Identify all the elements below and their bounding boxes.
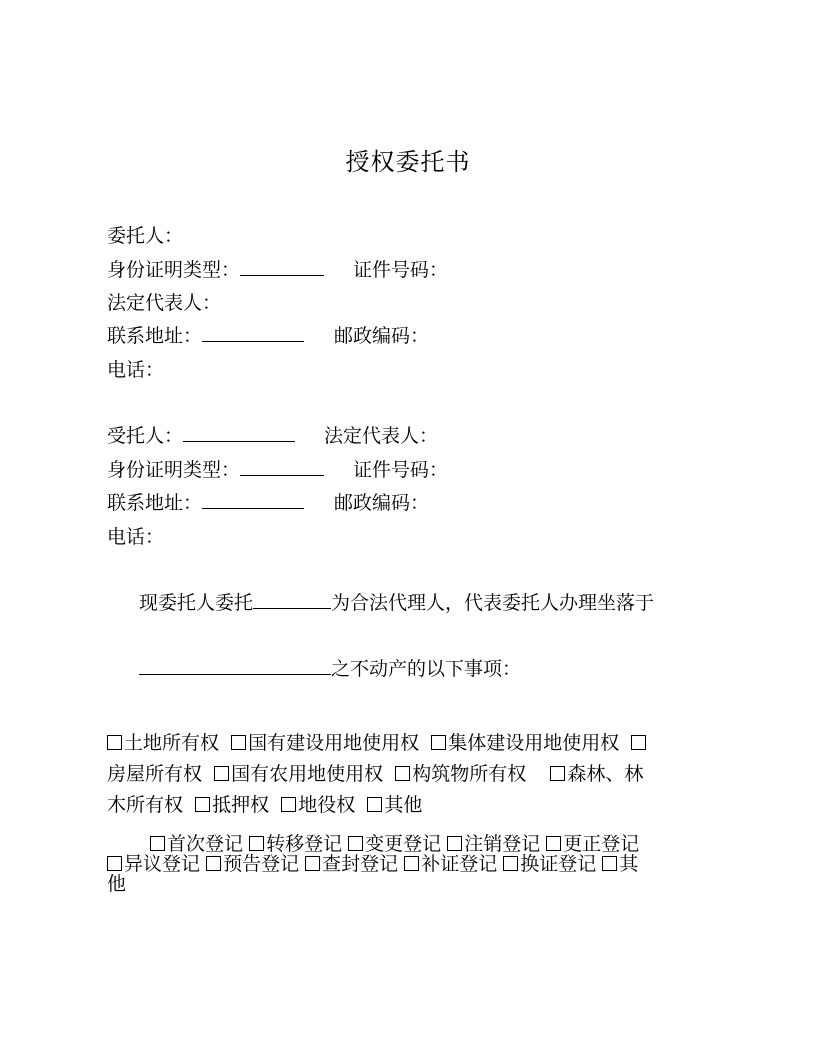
checkbox-icon <box>249 836 264 851</box>
principal-id-type-label: 身份证明类型： <box>107 259 241 281</box>
principal-legal-rep-label: 法定代表人： <box>107 292 222 314</box>
reg-checkbox-2[interactable]: 变更登记 <box>348 833 441 855</box>
reg-checkbox-1[interactable]: 转移登记 <box>249 833 342 855</box>
reg-checkbox-3[interactable]: 注销登记 <box>447 833 540 855</box>
agent-name-row <box>107 424 438 448</box>
checkbox-icon <box>546 836 561 851</box>
agent-id-row <box>107 458 448 482</box>
statement-line-2 <box>139 657 521 681</box>
reg-checkbox-9[interactable]: 换证登记 <box>503 853 596 875</box>
checkbox-icon <box>431 735 446 750</box>
agent-id-number-label: 证件号码： <box>353 459 449 481</box>
rights-label-6-cont: 木所有权 <box>107 794 184 816</box>
principal-postal-label: 邮政编码： <box>334 325 430 347</box>
rights-row-1 <box>107 731 648 755</box>
checkbox-icon <box>447 836 462 851</box>
reg-checkbox-5[interactable]: 异议登记 <box>107 853 200 875</box>
rights-checkbox-2[interactable]: 集体建设用地使用权 <box>431 732 619 754</box>
checkbox-icon <box>395 766 410 781</box>
rights-checkbox-5[interactable]: 构筑物所有权 <box>395 763 526 785</box>
checkbox-icon <box>150 836 165 851</box>
agent-id-type-label: 身份证明类型： <box>107 459 241 481</box>
reg-checkbox-4[interactable]: 更正登记 <box>546 833 639 855</box>
statement-agent-blank[interactable] <box>253 592 331 609</box>
statement-text-2: 为合法代理人，代表委托人办理坐落于 <box>331 592 655 614</box>
checkbox-icon <box>206 856 221 871</box>
principal-phone-row <box>107 358 164 382</box>
principal-name-row <box>107 224 183 248</box>
checkbox-icon <box>231 735 246 750</box>
principal-id-row <box>107 258 448 282</box>
checkbox-icon <box>195 797 210 812</box>
agent-address-label: 联系地址： <box>107 492 203 514</box>
rights-checkbox-6[interactable]: 森林、林 <box>550 763 643 785</box>
rights-checkbox-0[interactable]: 土地所有权 <box>107 732 219 754</box>
statement-line-1 <box>139 591 654 615</box>
principal-phone-label: 电话： <box>107 359 165 381</box>
agent-name-label: 受托人： <box>107 425 184 447</box>
registration-row-2 <box>107 854 638 874</box>
statement-location-blank[interactable] <box>139 658 331 675</box>
agent-legal-rep-label: 法定代表人： <box>324 425 439 447</box>
reg-checkbox-6[interactable]: 预告登记 <box>206 853 299 875</box>
checkbox-icon <box>503 856 518 871</box>
reg-checkbox-8[interactable]: 补证登记 <box>404 853 497 875</box>
rights-label-3: 房屋所有权 <box>107 763 203 785</box>
checkbox-icon <box>107 735 122 750</box>
registration-row-1 <box>150 834 639 854</box>
checkbox-icon <box>602 856 617 871</box>
rights-checkbox-9[interactable]: 其他 <box>367 794 422 816</box>
checkbox-icon <box>305 856 320 871</box>
checkbox-icon <box>214 766 229 781</box>
checkbox-icon <box>631 735 646 750</box>
statement-text-1: 现委托人委托 <box>139 592 254 614</box>
checkbox-icon <box>348 836 363 851</box>
reg-checkbox-0[interactable]: 首次登记 <box>150 833 243 855</box>
principal-address-label: 联系地址： <box>107 325 203 347</box>
principal-legal-rep-row <box>107 291 221 315</box>
reg-checkbox-10[interactable]: 其 <box>602 853 638 875</box>
reg-checkbox-7[interactable]: 查封登记 <box>305 853 398 875</box>
agent-phone-row <box>107 525 164 549</box>
agent-id-type-blank[interactable] <box>240 459 324 476</box>
rights-row-2 <box>107 762 643 786</box>
principal-id-type-blank[interactable] <box>240 259 324 276</box>
rights-row-3 <box>107 793 422 817</box>
registration-row-3 <box>107 874 126 894</box>
checkbox-icon <box>404 856 419 871</box>
checkbox-icon <box>281 797 296 812</box>
document-title: 授权委托书 <box>345 148 471 176</box>
checkbox-icon <box>367 797 382 812</box>
reg-label-10-cont: 他 <box>107 873 127 895</box>
rights-checkbox-7[interactable]: 抵押权 <box>195 794 269 816</box>
principal-address-row <box>107 324 429 348</box>
statement-text-3: 之不动产的以下事项： <box>331 658 522 680</box>
agent-name-blank[interactable] <box>183 425 295 442</box>
rights-checkbox-3-box[interactable] <box>631 732 648 754</box>
checkbox-icon <box>550 766 565 781</box>
checkbox-icon <box>107 856 122 871</box>
rights-checkbox-4[interactable]: 国有农用地使用权 <box>214 763 383 785</box>
agent-address-blank[interactable] <box>202 492 304 509</box>
agent-address-row <box>107 491 429 515</box>
rights-checkbox-8[interactable]: 地役权 <box>281 794 355 816</box>
principal-address-blank[interactable] <box>202 325 304 342</box>
agent-phone-label: 电话： <box>107 526 165 548</box>
agent-postal-label: 邮政编码： <box>334 492 430 514</box>
rights-checkbox-1[interactable]: 国有建设用地使用权 <box>231 732 419 754</box>
principal-name-label: 委托人： <box>107 225 184 247</box>
principal-id-number-label: 证件号码： <box>353 259 449 281</box>
